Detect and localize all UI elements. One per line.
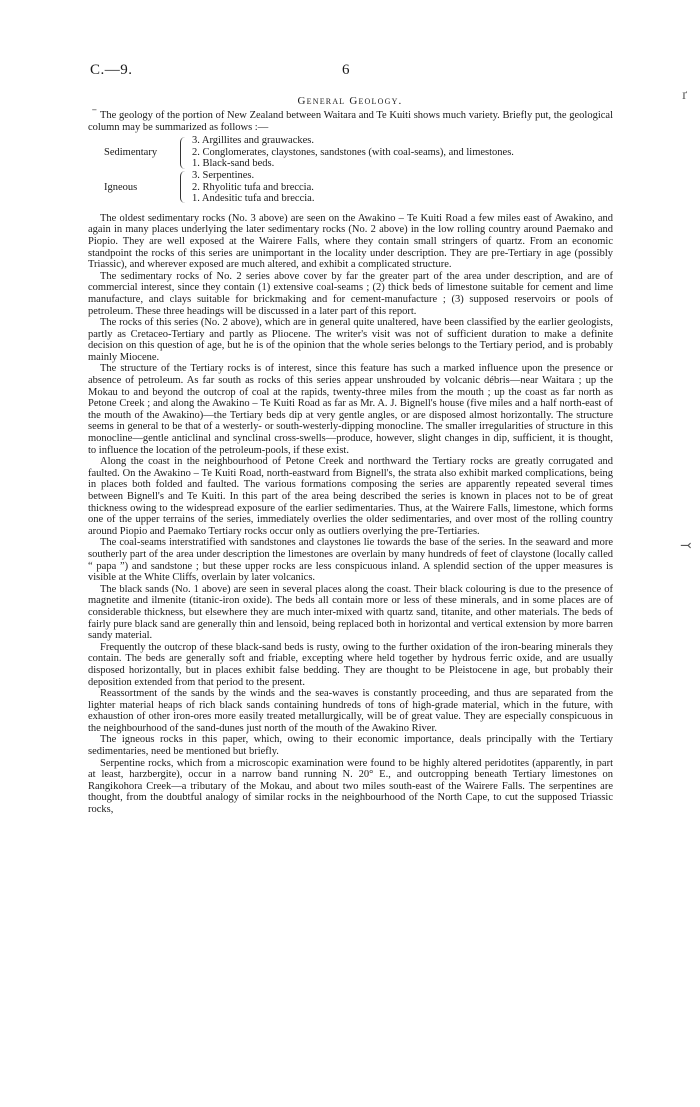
paragraph: Along the coast in the neighbourhood of Petone Creek and northward the Tertiary rocks are greatly corrugated and faulted. On the Awakino – Te Kuiti Road, north-eastward from Bignell's, the strata also exhibit marked complications, being in places both folded and faulted. The various formations composing the series are apparently repeated several times between Bignell's and Te Kuiti. In this part of the area being described the series is known in places not to be of great thickness owing to the widespread exposure of the earlier sedimentaries. Thus, at the Wairere Falls, limestone, which forms one of the upper terrains of the series, immediately overlies the older sedimentaries, and over most of the rolling country around Piopio and Paemako Tertiary rocks occur only as outliers overlying the pre-Tertiaries. xyxy=(88,456,613,537)
column-item: 1. Andesitic tufa and breccia. xyxy=(192,193,315,205)
column-item: 3. Argillites and grauwackes. xyxy=(192,135,314,147)
body-text xyxy=(88,110,613,816)
igneous-brace xyxy=(176,170,190,205)
igneous-label: Igneous xyxy=(104,181,138,193)
page-number: 6 xyxy=(342,62,350,78)
intro-paragraph: The geology of the portion of New Zealand between Waitara and Te Kuiti shows much variety. Briefly put, the geological column may be summarized as follows :— xyxy=(88,110,613,133)
paragraph: Frequently the outcrop of these black-sand beds is rusty, owing to the further oxidation of the iron-bearing minerals they contain. The beds are generally soft and friable, excepting where held together by hydrous ferric oxide, and are usually disposed horizontally, but in places exhibit false bedding. They are thought to be Pleistocene in age, but probably their deposition extended from that period to the present. xyxy=(88,641,613,688)
column-item: 1. Black-sand beds. xyxy=(192,158,275,170)
paragraph: Serpentine rocks, which from a microscopic examination were found to be highly altered peridotites (apparently, in part at least, harzbergite), occur in a narrow band running N. 20° E., and outcropping beneath Tertiary limestones on Rangikohora Creek—a tributary of the Mokau, and about two miles south-east of the Wairere Falls. The serpentines are thought, from the doubtful analogy of similar rocks in the neighbourhood of the North Cape, to cut the supposed Triassic rocks, xyxy=(88,757,613,816)
running-header xyxy=(90,62,610,82)
column-item: 3. Serpentines. xyxy=(192,169,255,181)
margin-mark-right: ґ xyxy=(682,88,687,103)
paragraph: The structure of the Tertiary rocks is of interest, since this feature has such a marked influence upon the presence or absence of petroleum. As far south as rocks of this series appear unshrouded by volcanic débris—near Waitara ; up the Mokau to and beyond the outcrop of coal at the rapids, twenty-three miles from the mouth ; up the coast as far north as Petone Creek ; and along the Awakino – Te Kuiti Road as far as Mr. A. J. Bignell's house (five miles and a half north-east of the mouth of the Awakino)—the Tertiary beds dip at very gentle angles, or are disposed almost horizontally. The structure seems in general to be that of a westerly- or south-westerly-dipping monocline. The smaller irregularities of structure in this monocline—gentle anticlinal and synclinal cross-swells—produce, however, slight changes in dip, sufficient, it is thought, to influence the location of the petroleum-pools, if these exist. xyxy=(88,363,613,456)
geological-column-table xyxy=(88,135,514,205)
column-item: 2. Conglomerates, claystones, sandstones (with coal-seams), and limestones. xyxy=(192,146,514,158)
paragraph: The oldest sedimentary rocks (No. 3 above) are seen on the Awakino – Te Kuiti Road a few miles east of Awakino, and again in many places underlying the later sedimentary rocks (No. 2 above) in the low rolling country around Paemako and Piopio. They are well exposed at the Wairere Falls, where they contain small stringers of quartz. From an economic standpoint the rocks of this series are unimportant in the locality under description. They are pre-Tertiary in age (possibly Triassic), and wherever exposed are much altered, and exhibit a complicated structure. xyxy=(88,212,613,271)
paragraph: The sedimentary rocks of No. 2 series above cover by far the greater part of the area under description, and are of commercial interest, since they contain (1) extensive coal-seams ; (2) thick beds of limestone suitable for cement and lime manufacture, and clays suitable for brickmaking and for cement-manufacture ; (3) supposed reservoirs or pools of petroleum. These three headings will be discussed in a later part of this report. xyxy=(88,270,613,317)
margin-tick-mark: ˉ xyxy=(92,107,97,122)
sedimentary-brace xyxy=(176,135,190,170)
column-item: 2. Rhyolitic tufa and breccia. xyxy=(192,181,314,193)
sedimentary-label: Sedimentary xyxy=(104,146,158,158)
document-id: C.—9. xyxy=(90,62,133,78)
margin-arrow-mark: ⤙ xyxy=(680,539,692,554)
igneous-row xyxy=(88,170,514,182)
sedimentary-row xyxy=(88,135,514,147)
paragraph: The igneous rocks in this paper, which, owing to their economic importance, deals principally with the Tertiary sedimentaries, need be mentioned but briefly. xyxy=(88,734,613,758)
paragraph: The coal-seams interstratified with sandstones and claystones lie towards the base of the series. In the seaward and more southerly part of the area under description the limestones are overlain by many hundreds of feet of claystone (locally called “ papa ”) and sandstone ; but these upper rocks are less conspicuous inland. A splendid section of the upper measures is visible at the White Cliffs, overlain by later volcanics. xyxy=(88,537,613,584)
paragraph: Reassortment of the sands by the winds and the sea-waves is constantly proceeding, and thus are separated from the lighter material heaps of rich black sands containing hundreds of tons of high-grade material, which in the future, with exhaustion of other iron-ores more easily treated metallurgically, will be of great value. They are especially conspicuous in the neighbourhood of the sand-dunes just north of the mouth of the Awakino River. xyxy=(88,688,613,734)
paragraph: The rocks of this series (No. 2 above), which are in general quite unaltered, have been classified by the earlier geologists, partly as Cretaceo-Tertiary and partly as Pliocene. The writer's visit was not of sufficient duration to make a definite decision on this question of age, but he is of the opinion that the whole series belongs to the Tertiary period, and is probably mainly Miocene. xyxy=(88,317,613,363)
section-heading: General Geology. xyxy=(297,95,403,107)
paragraph: The black sands (No. 1 above) are seen in several places along the coast. Their black colouring is due to the presence of magnetite and ilmenite (titanic-iron oxide). The beds all contain more or less of these minerals, and in some places are of considerable thickness, but elsewhere they are much inter-mixed with quartz sand, titanite, and other materials. The beds of fairly pure black sand are generally thin and lensoid, being replaced both in horizontal and vertical extension by more barren sandy material. xyxy=(88,583,613,642)
